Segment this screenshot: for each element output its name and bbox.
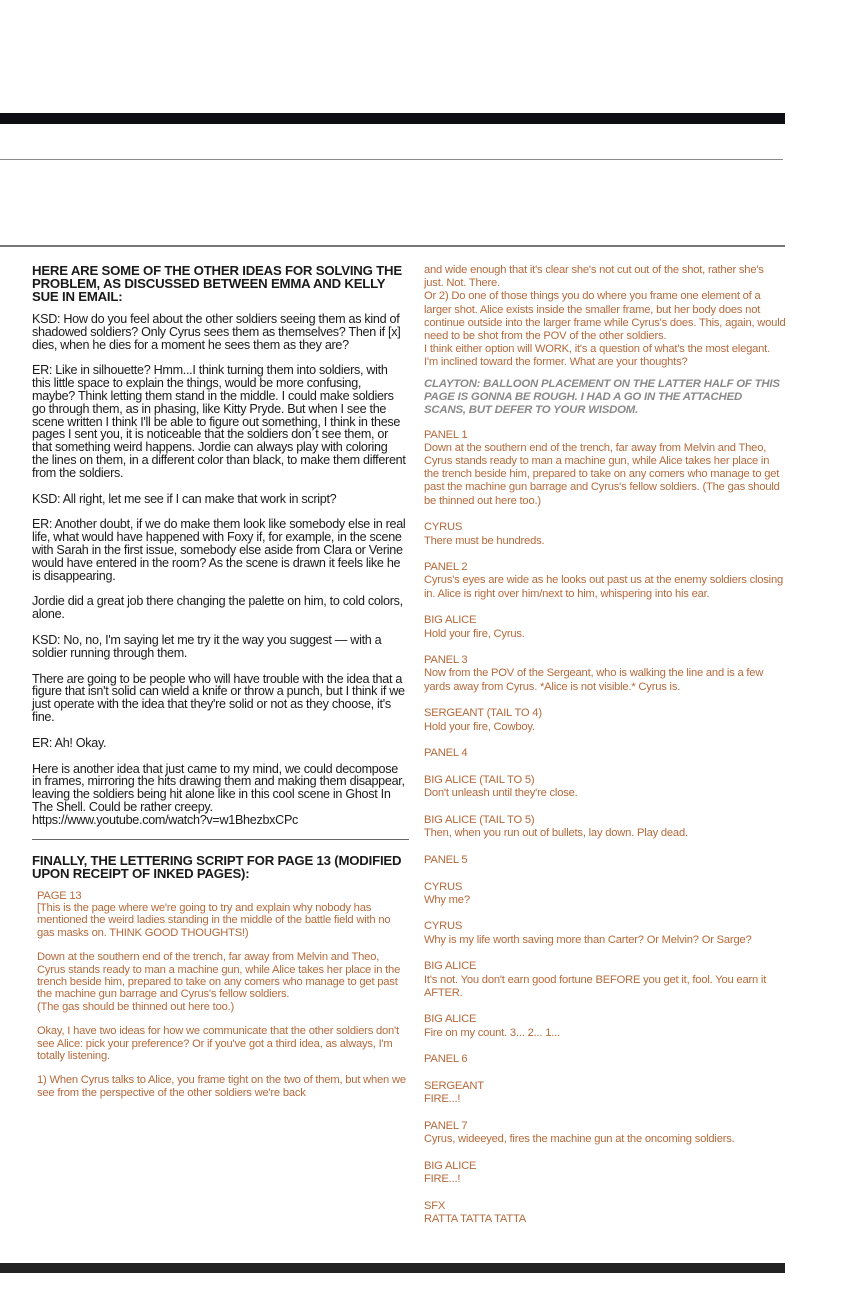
scene-description: Down at the southern end of the trench, far away from Melvin and Theo, Cyrus stands ready to man a machine gun, while Alice takes her place in the trench beside him, prepared to take on any comers who manage to get past the machine gun barrage and Cyrus's fellow soldiers. <box>37 951 401 1001</box>
script-block <box>424 521 786 547</box>
paragraph: There are going to be people who will have trouble with the idea that a figure that isn't solid can wield a knife or throw a punch, but I think if we just operate with the idea that they're solid or not as they choose, it's fine. <box>32 671 405 724</box>
paragraph: KSD: How do you feel about the other soldiers seeing them as kind of shadowed soldiers? Only Cyrus sees them as themselves? Then if [x] dies, when he dies for a moment he sees them as they are? <box>32 312 401 352</box>
section-divider <box>32 839 409 840</box>
conclusion: I think either option will WORK, it's a question of what's the most elegant. I'm inclined toward the former. What are your thoughts? <box>424 343 771 369</box>
header-rule-2 <box>0 245 785 247</box>
script-block-label: PANEL 7 <box>424 1119 468 1132</box>
paragraph: ER: Another doubt, if we do make them look like somebody else in real life, what would have happened with Foxy if, for example, in the scene with Sarah in the first issue, somebody else aside from Clara or Verine would have entered in the room? As the scene is drawn it feels like he is disappearing. <box>32 517 406 583</box>
paragraph: ER: Like in silhouette? Hmm...I think turning them into soldiers, with this little space to explain the things, would be more confusing, maybe? Think letting them stand in the middle. I could make soldiers go through them, as in phasing, like Kitty Pryde. But when I see the scene written I think I'll be able to figure out something, I think in these pages I sent you, it is noticeable that the soldiers don´t see them, or that something weird happens. Jordie can always play with coloring the lines on them, in a different color than black, to make them different from the soldiers. <box>32 363 406 480</box>
script-block-text: Down at the southern end of the trench, far away from Melvin and Theo, Cyrus stands ready to man a machine gun, while Alice takes her place in the trench beside him, prepared to take on any comers who manage to get past the machine gun barrage and Cyrus's fellow soldiers. (The gas should be thinned out here too.) <box>424 441 780 507</box>
script-block <box>424 1200 786 1226</box>
script-block-label: PANEL 2 <box>424 561 468 574</box>
script-block-label: PANEL 3 <box>424 654 468 667</box>
script-block-label: BIG ALICE <box>424 1013 477 1026</box>
script-block-label: BIG ALICE <box>424 960 477 973</box>
script-block-label: CYRUS <box>424 521 463 534</box>
script-block <box>424 881 786 907</box>
script-block-label: CYRUS <box>424 880 463 893</box>
script-block-label: SERGEANT <box>424 1080 484 1093</box>
script-block-label: BIG ALICE <box>424 614 477 627</box>
paragraph: Here is another idea that just came to my mind, we could decompose in frames, mirroring the hits drawing them and making them disappear, leaving the soldiers being hit alone like in this cool scene in Ghost In The Shell. Could be rather creepy. <box>32 761 405 814</box>
script-block-text: It's not. You don't earn good fortune BEFORE you get it, fool. You earn it AFTER. <box>424 973 767 999</box>
script-block-label: PANEL 6 <box>424 1053 468 1066</box>
right-column <box>424 264 786 1240</box>
idea-1: 1) When Cyrus talks to Alice, you frame tight on the two of them, but when we see from the perspective of the other soldiers we're back <box>37 1074 406 1099</box>
script-block-text: Why me? <box>424 893 470 906</box>
script-block-label: PANEL 5 <box>424 853 468 866</box>
script-block <box>424 561 786 601</box>
script-block-text: FIRE...! <box>424 1093 461 1106</box>
lettering-script <box>32 890 407 1100</box>
script-block-text: Now from the POV of the Sergeant, who is walking the line and is a few yards away from Cyrus. *Alice is not visible.* Cyrus is. <box>424 667 764 693</box>
script-block-text: FIRE...! <box>424 1173 461 1186</box>
script-block-label: PANEL 1 <box>424 428 468 441</box>
script-block <box>424 614 786 640</box>
script-block <box>424 774 786 800</box>
paragraph: KSD: No, no, I'm saying let me try it the way you suggest — with a soldier running through them. <box>32 632 382 660</box>
section-heading-lettering-script: FINALLY, THE LETTERING SCRIPT FOR PAGE 13 (MODIFIED UPON RECEIPT OF INKED PAGES): <box>32 852 402 881</box>
script-block-label: CYRUS <box>424 920 463 933</box>
script-block <box>424 1160 786 1186</box>
script-block-text: Hold your fire, Cowboy. <box>424 720 535 733</box>
script-block <box>424 814 786 840</box>
script-block <box>424 1080 786 1106</box>
section-heading-ideas: HERE ARE SOME OF THE OTHER IDEAS FOR SOLVING THE PROBLEM, AS DISCUSSED BETWEEN EMMA AND KELLY SUE IN EMAIL: <box>32 263 402 304</box>
bottom-black-bar <box>0 1263 785 1273</box>
script-block <box>424 654 786 694</box>
page-label: PAGE 13 <box>37 889 82 902</box>
script-block <box>424 429 786 508</box>
script-block <box>424 1053 786 1066</box>
script-block-label: PANEL 4 <box>424 747 468 760</box>
idea-1-continued: and wide enough that it's clear she's not cut out of the shot, rather she's just. Not. There. <box>424 264 764 290</box>
youtube-link[interactable]: https://www.youtube.com/watch?v=w1BhezbxCPc <box>32 812 299 827</box>
script-block-label: BIG ALICE (TAIL TO 5) <box>424 773 535 786</box>
script-block-label: SFX <box>424 1199 446 1212</box>
page-note: [This is the page where we're going to try and explain why nobody has mentioned the weird ladies standing in the middle of the battle field with no gas masks on. THINK GOOD THOUGHTS!) <box>37 901 391 939</box>
script-block-text: Cyrus, wideeyed, fires the machine gun at the oncoming soldiers. <box>424 1133 735 1146</box>
idea-2: Or 2) Do one of those things you do where you frame one element of a larger shot. Alice exists inside the smaller frame, but her body does not continue outside into the larger frame while Cyrus's does. This, again, would need to be shot from the POV of the other soldiers. <box>424 290 786 343</box>
paragraph: Jordie did a great job there changing the palette on him, to cold colors, alone. <box>32 594 403 622</box>
script-block-text: Why is my life worth saving more than Carter? Or Melvin? Or Sarge? <box>424 933 752 946</box>
paragraph: KSD: All right, let me see if I can make that work in script? <box>32 491 337 506</box>
clayton-note: CLAYTON: BALLOON PLACEMENT ON THE LATTER HALF OF THIS PAGE IS GONNA BE ROUGH. I HAD A GO IN THE ATTACHED SCANS, BUT DEFER TO YOUR WISDOM. <box>424 377 780 416</box>
script-block-text: Hold your fire, Cyrus. <box>424 627 525 640</box>
script-block-label: SERGEANT (TAIL TO 4) <box>424 707 542 720</box>
script-block-label: BIG ALICE <box>424 1159 477 1172</box>
script-blocks <box>424 429 786 1227</box>
script-block-text: Cyrus's eyes are wide as he looks out past us at the enemy soldiers closing in. Alice is right over him/next to him, whispering into his ear. <box>424 574 783 600</box>
script-block <box>424 707 786 733</box>
script-block-text: Fire on my count. 3... 2... 1... <box>424 1026 560 1039</box>
top-black-bar <box>0 113 785 124</box>
header-rule-1 <box>0 159 783 160</box>
script-block <box>424 920 786 946</box>
script-block-text: Then, when you run out of bullets, lay down. Play dead. <box>424 827 688 840</box>
script-block-text: There must be hundreds. <box>424 534 545 547</box>
paragraph: ER: Ah! Okay. <box>32 735 107 750</box>
left-column <box>32 264 407 1099</box>
script-block <box>424 854 786 867</box>
script-block <box>424 1120 786 1146</box>
script-block-label: BIG ALICE (TAIL TO 5) <box>424 813 535 826</box>
script-block <box>424 747 786 760</box>
ideas-intro: Okay, I have two ideas for how we communicate that the other soldiers don't see Alice: pick your preference? Or if you've got a third idea, as always, I'm totally listening. <box>37 1025 399 1062</box>
script-block-text: Don't unleash until they're close. <box>424 787 578 800</box>
script-block <box>424 960 786 1000</box>
gas-note: (The gas should be thinned out here too.) <box>37 1000 235 1013</box>
script-block-text: RATTA TATTA TATTA <box>424 1212 527 1225</box>
script-block <box>424 1013 786 1039</box>
